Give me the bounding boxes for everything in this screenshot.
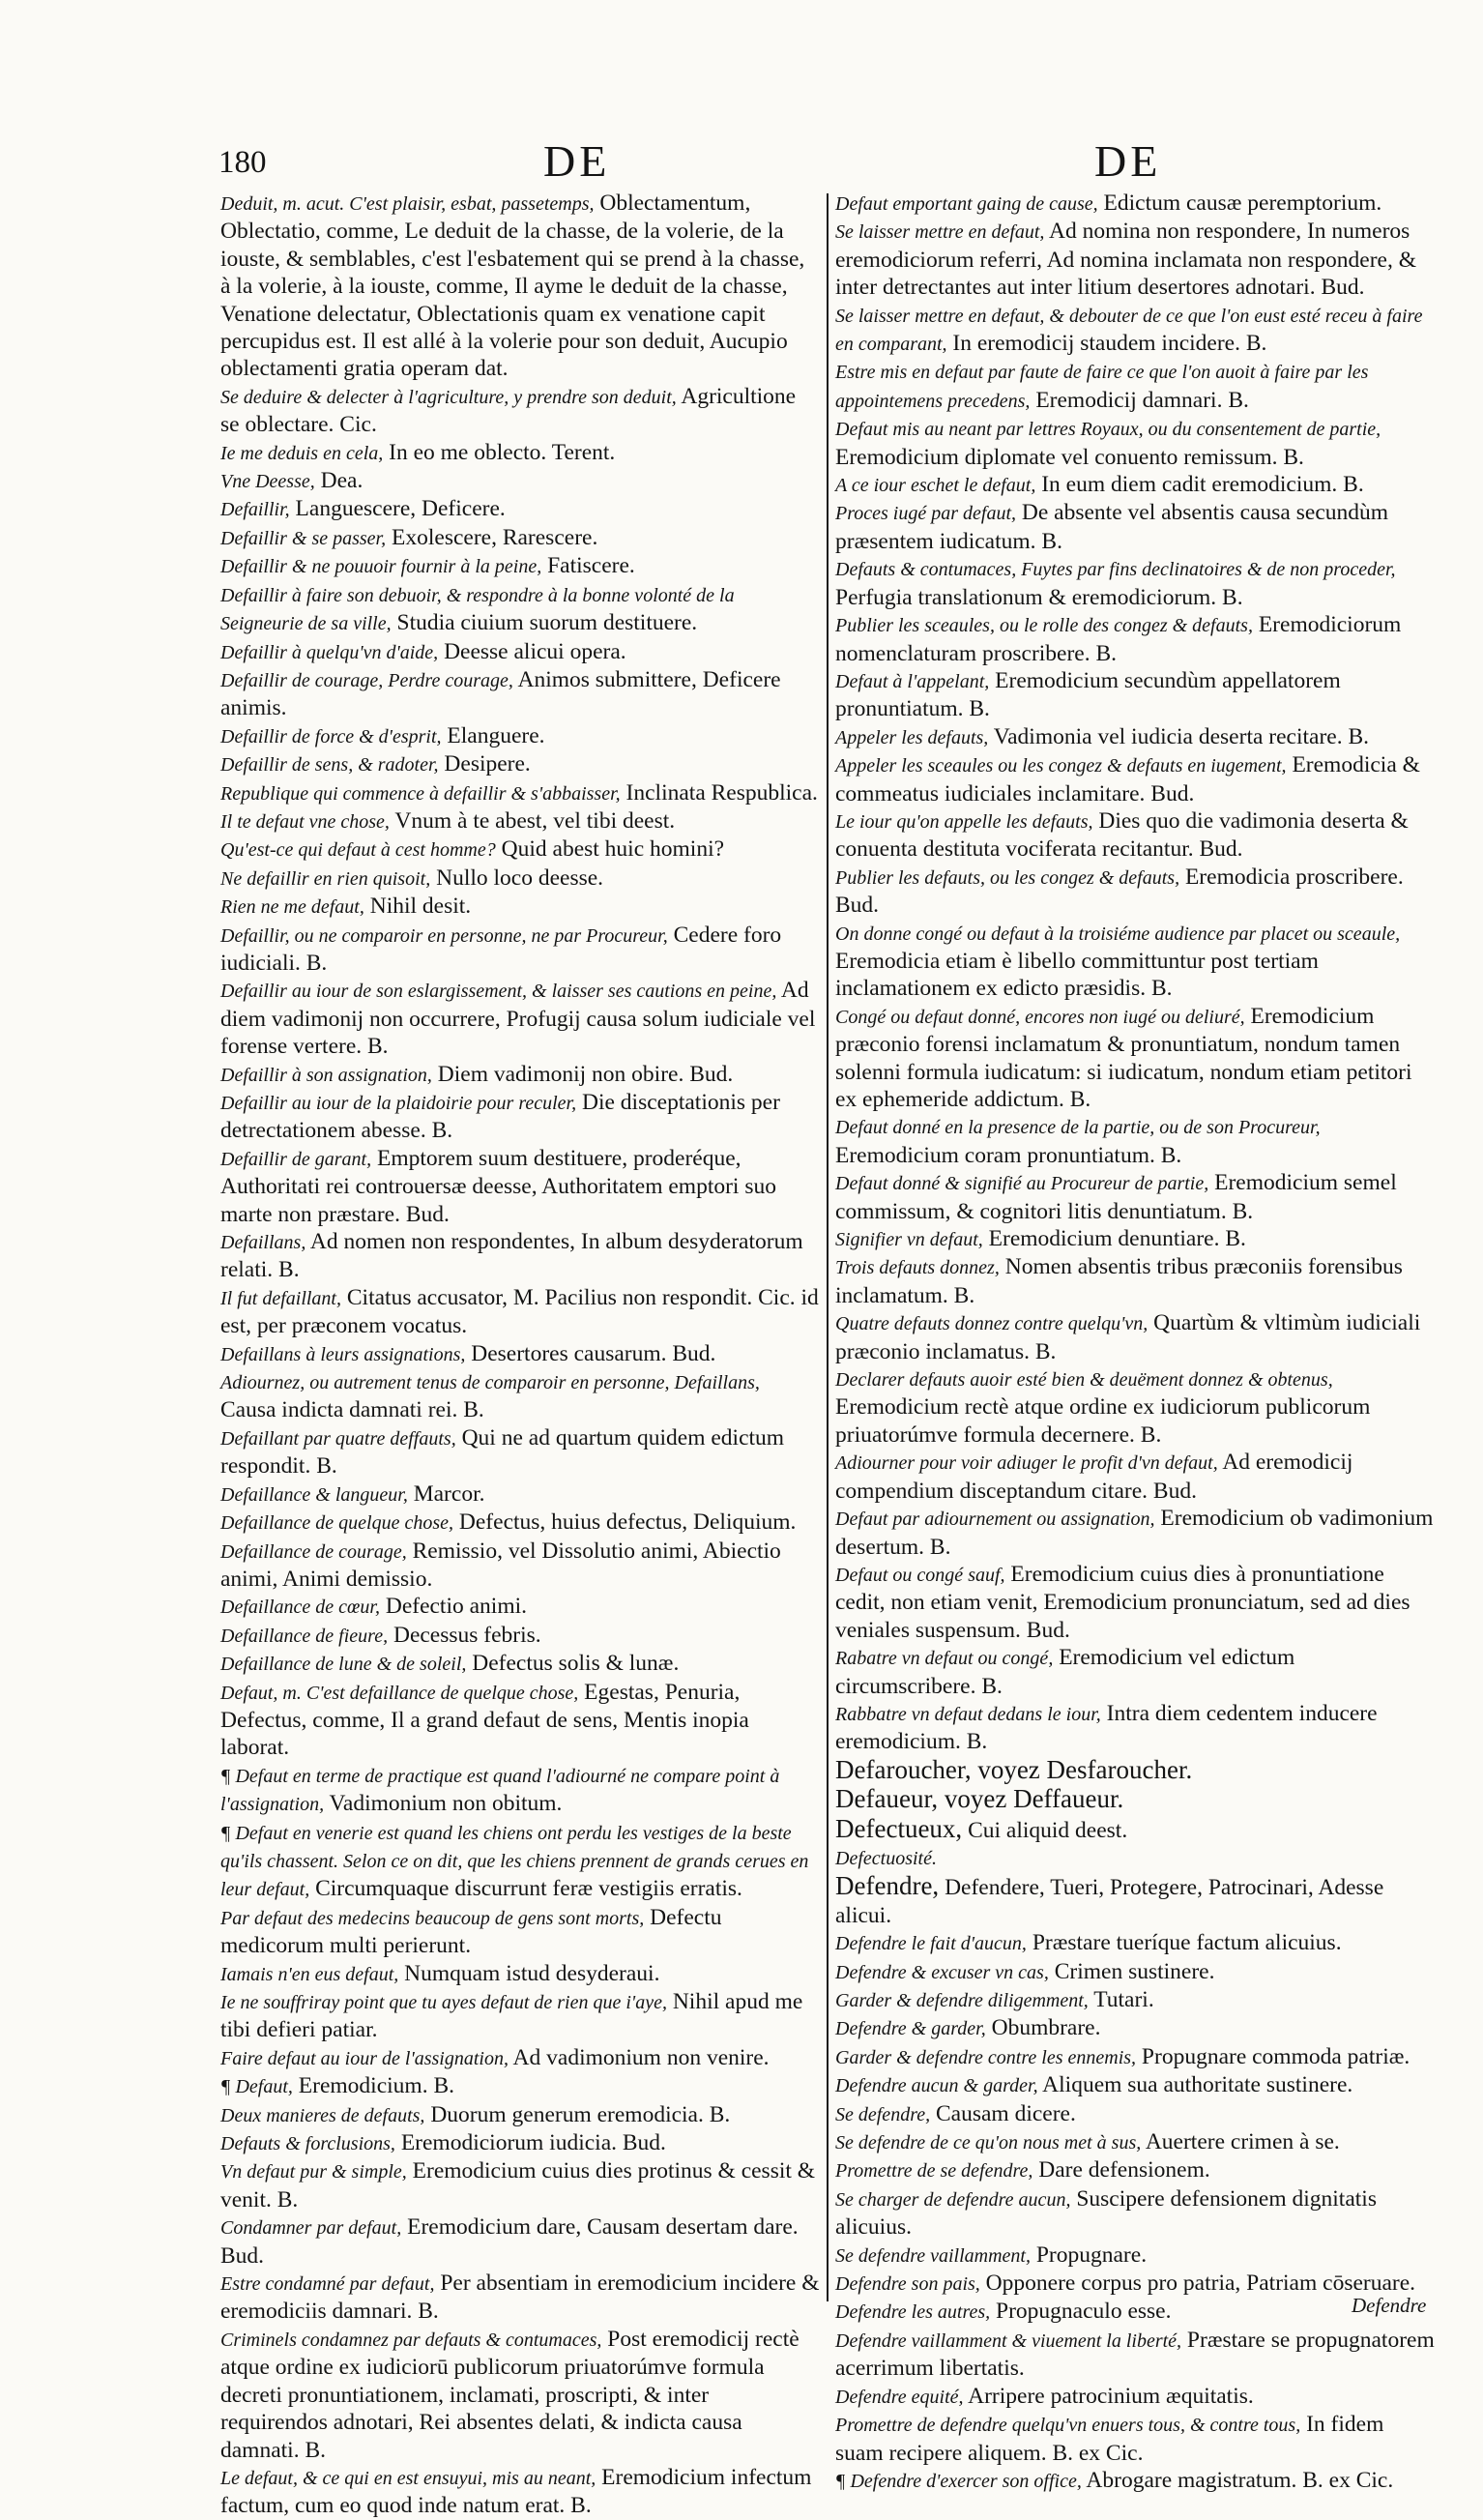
dictionary-entry (835, 807, 1437, 864)
entry-headword: Se laisser mettre en defaut, & debouter de ce que l'on eust esté receu à faire en comparant, (835, 305, 1423, 356)
entry-translation: Opponere corpus pro patria, Patriam cōseruare. (979, 2271, 1416, 2297)
dictionary-entry (220, 666, 820, 722)
dictionary-entry (835, 2242, 1437, 2270)
dictionary-entry (835, 302, 1437, 359)
entry-headword: Promettre de defendre quelqu'vn enuers tous, & contre tous, (835, 2415, 1301, 2437)
entry-headword: Defaillir au iour de la plaidoirie pour reculer, (220, 1093, 577, 1114)
dictionary-entry (220, 467, 820, 495)
entry-headword: Defaut par adiournement ou assignation, (835, 1509, 1155, 1531)
entry-headword: Faire defaut au iour de l'assignation, (220, 2047, 509, 2069)
entry-headword: Estre condamné par defaut, (220, 2273, 435, 2296)
dictionary-entry (220, 1480, 820, 1509)
entry-headword: Ie ne souffriray point que tu ayes defaut de rien que i'aye, (220, 1992, 667, 2013)
entry-translation: Tutari. (1088, 1987, 1154, 2012)
dictionary-entry (835, 358, 1437, 415)
entry-headword: Defaut emportant gaing de cause, (835, 193, 1098, 215)
dictionary-entry (220, 1988, 820, 2044)
entry-headword: Defaillir de garant, (220, 1148, 372, 1170)
dictionary-entry (220, 1340, 820, 1368)
dictionary-entry (835, 218, 1437, 301)
entry-headword: ¶ Defaut, (220, 2076, 293, 2098)
entry-translation: Defectus, huius defectus, Deliquium. (453, 1509, 797, 1536)
dictionary-entry (835, 2128, 1437, 2156)
entry-headword: Defaillir de sens, & radoter, (220, 754, 439, 777)
entry-translation: Intra diem cedentem inducere eremodicium. B. (835, 1700, 1378, 1755)
entry-translation: Eremodicium secundùm appellatorem pronuntiatum. B. (835, 667, 1341, 722)
entry-translation: Emptorem suum destituere, proderéque, Authoritati rei controuersæ deesse, Authoritatem emptori suo marte non præstare. Bud. (220, 1145, 776, 1227)
entry-translation: Suscipere defensionem dignitatis alicuius. (835, 2185, 1377, 2241)
dictionary-entry (220, 2044, 820, 2072)
entry-translation: Præstare tueríque factum alicuius. (1026, 1930, 1342, 1956)
entry-headword: Estre mis en defaut par faute de faire ce que l'on auoit à faire par les appointemens precedens, (835, 362, 1369, 412)
dictionary-entry (835, 1449, 1437, 1505)
entry-translation: Citatus accusator, M. Pacilius non respondit. Cic. id est, per præconem vocatus. (220, 1284, 819, 1339)
dictionary-entry (835, 751, 1437, 807)
dictionary-entry (835, 1365, 1437, 1449)
entry-translation: Nullo loco deesse. (430, 864, 604, 891)
dictionary-entry (835, 1505, 1437, 1561)
entry-translation: Quid abest huic homini? (495, 836, 725, 863)
dictionary-entry (220, 581, 820, 638)
entry-translation: Propugnaculo esse. (990, 2299, 1172, 2325)
entry-translation: Eremodicia & commeatus iudiciales inclamitare. Bud. (835, 752, 1420, 806)
dictionary-entry (220, 893, 820, 921)
dictionary-entry (220, 1424, 820, 1480)
dictionary-entry (220, 922, 820, 978)
dictionary-entry (835, 415, 1437, 471)
entry-translation: Abrogare magistratum. B. ex Cic. (1081, 2467, 1394, 2493)
entry-translation: Eremodicium. B. (292, 2073, 454, 2099)
entry-translation: Eremodicium cuius dies protinus & cessit & venit. B. (220, 2158, 816, 2212)
entry-translation: Eremodicia proscribere. Bud. (835, 864, 1404, 919)
dictionary-entry (835, 2327, 1437, 2383)
entry-translation: Eremodiciorum nomenclaturam proscribere. B. (835, 612, 1402, 666)
entry-headword: Vn defaut pur & simple, (220, 2161, 407, 2183)
entry-translation: Eremodicium cuius dies à pronuntiatione cedit, non etiam venit, Eremodicium pronunciatum, sed ad dies veniales suspensum. Bud. (835, 1561, 1410, 1643)
entry-translation: Ad eremodicij compendium disceptandum citare. Bud. (835, 1450, 1353, 1504)
dictionary-entry (835, 1225, 1437, 1253)
dictionary-entry (220, 1145, 820, 1228)
entry-translation: Inclinata Respublica. (620, 779, 818, 806)
entry-translation: Eremodicium semel commissum, & cognitori litis denuntiatum. B. (835, 1170, 1397, 1224)
entry-translation: In fidem suam recipere aliquem. B. ex Cic. (835, 2412, 1384, 2466)
entry-headword: Defauts & contumaces, Fuytes par fins declinatoires & de non proceder, (835, 559, 1396, 581)
entry-translation: Vadimonia vel iudicia deserta recitare. B. (988, 723, 1370, 749)
entry-headword: Defaillans à leurs assignations, (220, 1343, 466, 1365)
entry-headword: Deux manieres de defauts, (220, 2104, 425, 2126)
entry-headword: Defaillir au iour de son eslargissement, & laisser ses cautions en peine, (220, 981, 777, 1003)
entry-translation: Languescere, Deficere. (289, 496, 506, 522)
entry-headword: Defaillir & ne pouuoir fournir à la peine, (220, 556, 542, 578)
entry-headword: Defendre & excuser vn cas, (835, 1961, 1049, 1983)
dictionary-entry (835, 1309, 1437, 1365)
dictionary-entry (835, 723, 1437, 751)
dictionary-entry (835, 190, 1437, 218)
entry-headword: Ne defaillir en rien quisoit, (220, 867, 431, 890)
entry-translation: Ad nomen non respondentes, In album desyderatorum relati. B. (220, 1229, 803, 1283)
entry-translation: Desipere. (438, 751, 531, 777)
entry-translation: Oblectamentum, Oblectatio, comme, Le deduit de la chasse, de la volerie, de la iouste, & semblables, c'est l'esbatement qui se prend à la chasse, à la volerie, à la iouste, comme, Il ayme le deduit de la chasse, Venatione delectatur, Oblectationis quam ex venatione capit percupidus est. Il est allé à la volerie pour son deduit, Aucupio oblectamenti gratia operam dat. (220, 190, 805, 382)
entry-headword: Defaillance & langueur, (220, 1483, 408, 1506)
dictionary-entry (220, 1509, 820, 1537)
entry-headword: Garder & defendre contre les ennemis, (835, 2046, 1137, 2068)
dictionary-entry (220, 638, 820, 666)
entry-headword: Appeler les defauts, (835, 726, 989, 748)
dictionary-entry (220, 2129, 820, 2157)
entry-headword: Defendre vaillamment & viuement la liberté, (835, 2330, 1182, 2352)
entry-headword: Defendre son pais, (835, 2273, 980, 2296)
dictionary-entry (835, 1756, 1437, 1785)
dictionary-entry (835, 2298, 1437, 2326)
entry-headword: Defaillir à faire son debuoir, & respondre à la bonne volonté de la Seigneurie de sa ville, (220, 584, 735, 635)
dictionary-entry (220, 1650, 820, 1678)
entry-headword: Defaroucher, voyez Desfaroucher. (835, 1754, 1193, 1784)
entry-headword: Defaillir de force & d'esprit, (220, 725, 442, 747)
entry-headword: Vne Deesse, (220, 471, 315, 493)
entry-translation: Perfugia translationum & eremodiciorum. B. (835, 584, 1243, 610)
dictionary-entry (835, 499, 1437, 555)
entry-translation: Edictum causæ peremptorium. (1097, 190, 1382, 216)
dictionary-entry (835, 1700, 1437, 1756)
dictionary-entry (835, 1003, 1437, 1114)
entry-headword: Defendre, (835, 1871, 940, 1901)
dictionary-entry (835, 1815, 1437, 1844)
dictionary-entry (220, 2464, 820, 2520)
dictionary-entry (220, 835, 820, 864)
entry-translation: Decessus febris. (388, 1622, 541, 1648)
entry-translation: Deesse alicui opera. (438, 638, 626, 664)
entry-translation: Circumquaque discurrunt feræ vestigiis erratis. (309, 1876, 742, 1902)
entry-translation: Post eremodicij rectè atque ordine ex iudiciorū publicorum priuatorúmve formula decreti pronuntiationem, inclamati, proscripti, & inter requirendos adnotari, Rei absentes delati, & indicta causa damnati. B. (220, 2326, 800, 2463)
entry-headword: Defendre le fait d'aucun, (835, 1933, 1027, 1955)
entry-translation: Per absentiam in eremodicium incidere & eremodiciis damnari. B. (220, 2271, 820, 2325)
entry-headword: Trois defauts donnez, (835, 1257, 1000, 1279)
entry-translation: In eo me oblecto. Terent. (383, 439, 616, 465)
entry-headword: ¶ Defaut en terme de practique est quand l'adiourné ne compare point à l'assignation, (220, 1765, 780, 1816)
entry-headword: Defectuosité. (835, 1847, 937, 1869)
entry-headword: Defendre & garder, (835, 2018, 986, 2040)
entry-headword: Defaillir & se passer, (220, 527, 387, 549)
entry-translation: Causa indicta damnati rei. B. (220, 1397, 484, 1423)
entry-translation: Vadimonium non obitum. (324, 1791, 563, 1817)
entry-headword: Promettre de se defendre, (835, 2160, 1033, 2183)
entry-headword: Par defaut des medecins beaucoup de gens sont morts, (220, 1907, 645, 1929)
entry-translation: Animos submittere, Deficere animis. (220, 666, 781, 721)
entry-headword: Adiournez, ou autrement tenus de comparoir en personne, Defaillans, (220, 1372, 760, 1394)
dictionary-entry (220, 2157, 820, 2213)
entry-headword: Se deduire & delecter à l'agriculture, y prendre son deduit, (220, 386, 677, 408)
entry-headword: ¶ Defaut en venerie est quand les chiens ont perdu les vestiges de la beste qu'ils chassent. Selon ce on dit, que les chiens prennent de grands cerues en leur defaut, (220, 1822, 809, 1901)
entry-headword: Publier les sceaules, ou le rolle des congez & defauts, (835, 615, 1253, 637)
entry-translation: Qui ne ad quartum quidem edictum respondit. B. (220, 1424, 785, 1480)
dictionary-entry (220, 524, 820, 552)
entry-translation: Propugnare. (1030, 2242, 1148, 2268)
entry-headword: Defectueux, (835, 1813, 963, 1843)
dictionary-entry (835, 2014, 1437, 2042)
entry-translation: Marcor. (407, 1480, 485, 1507)
dictionary-entry (220, 1228, 820, 1284)
entry-headword: Ie me deduis en cela, (220, 442, 384, 464)
entry-translation: Eremodiciorum iudicia. Bud. (394, 2130, 666, 2156)
entry-translation: Ad nomina non respondere, In numeros eremodiciorum referri, Ad nomina inclamata non respondere, & inter detrectantes aut inter litium desertores adnotari. Bud. (835, 219, 1416, 301)
entry-headword: Rien ne me defaut, (220, 896, 364, 919)
dictionary-entry (220, 1622, 820, 1650)
entry-translation: Dare defensionem. (1032, 2157, 1210, 2183)
dictionary-entry (220, 807, 820, 835)
dictionary-entry (835, 2071, 1437, 2099)
entry-translation: Diem vadimonij non obire. Bud. (431, 1061, 734, 1087)
entry-translation: Ad diem vadimonij non occurrere, Profugij causa solum iudiciale vel forense vertere. B. (220, 978, 816, 1060)
dictionary-entry (220, 977, 820, 1060)
dictionary-entry (220, 2072, 820, 2100)
entry-headword: Publier les defauts, ou les congez & defauts, (835, 866, 1180, 889)
dictionary-entry (220, 1089, 820, 1145)
entry-translation: Elanguere. (441, 722, 545, 748)
entry-translation: Ad vadimonium non venire. (508, 2044, 770, 2070)
entry-headword: Proces iugé par defaut, (835, 503, 1017, 525)
dictionary-entry (835, 864, 1437, 920)
entry-translation: Causam dicere. (930, 2100, 1076, 2126)
dictionary-entry (220, 1904, 820, 1960)
dictionary-entry (835, 1986, 1437, 2014)
entry-translation: Defectus solis & lunæ. (466, 1651, 680, 1677)
entry-headword: Defaillir, (220, 499, 290, 521)
entry-headword: Defaillance de cœur, (220, 1597, 380, 1619)
entry-headword: Defauts & forclusions, (220, 2133, 395, 2155)
dictionary-entry (220, 1061, 820, 1089)
entry-translation: Desertores causarum. Bud. (465, 1340, 716, 1366)
entry-headword: Le defaut, & ce qui en est ensuyui, mis au neant, (220, 2467, 596, 2489)
dictionary-entry (220, 2213, 820, 2270)
entry-translation: Eremodicium coram pronuntiatum. B. (835, 1142, 1182, 1168)
entry-translation: Auertere crimen à se. (1141, 2129, 1340, 2155)
entry-translation: Eremodicium denuntiare. B. (982, 1226, 1246, 1252)
entry-translation: Dies quo die vadimonia deserta & conuenta destituta vociferata recitantur. Bud. (835, 807, 1409, 863)
entry-headword: Defaut donné & signifié au Procureur de partie, (835, 1173, 1209, 1195)
entry-translation: Defectu medicorum multi perierunt. (220, 1904, 722, 1959)
entry-headword: Condamner par defaut, (220, 2217, 402, 2240)
entry-headword: Defaillance de quelque chose, (220, 1512, 454, 1535)
entry-translation: Cui aliquid deest. (962, 1817, 1128, 1843)
entry-translation: Defendere, Tueri, Protegere, Patrocinari, Adesse alicui. (835, 1875, 1384, 1928)
entry-translation: Die disceptationis per detrectationem abesse. B. (220, 1090, 780, 1144)
entry-translation: Egestas, Penuria, Defectus, comme, Il a grand defaut de sens, Mentis inopia laborat. (220, 1679, 749, 1761)
entry-headword: Declarer defauts auoir esté bien & deuëment donnez & obtenus, (835, 1369, 1333, 1392)
dictionary-entry (220, 779, 820, 807)
entry-translation: Fatiscere. (541, 553, 635, 579)
dictionary-entry (835, 1958, 1437, 1986)
dictionary-entry (220, 1284, 820, 1340)
dictionary-entry (220, 750, 820, 778)
entry-translation: In eum diem cadit eremodicium. B. (1035, 472, 1364, 498)
entry-headword: Defaillir à son assignation, (220, 1064, 432, 1086)
entry-headword: Defaut, m. C'est defaillance de quelque chose, (220, 1682, 579, 1704)
dictionary-entry (220, 495, 820, 523)
entry-headword: Se defendre, (835, 2103, 931, 2125)
entry-headword: Se laisser mettre en defaut, (835, 221, 1045, 244)
entry-translation: Nihil desit. (363, 894, 472, 920)
dictionary-entry (835, 2383, 1437, 2411)
entry-translation: Propugnare commoda patriæ. (1136, 2043, 1410, 2069)
dictionary-entry (220, 1819, 820, 1904)
entry-headword: Defaillance de lune & de soleil, (220, 1654, 467, 1676)
dictionary-entry (835, 555, 1437, 611)
entry-headword: Republique qui commence à defaillir & s'abbaisser, (220, 782, 621, 805)
entry-translation: Eremodicium vel edictum circumscribere. B. (835, 1645, 1295, 1699)
entry-headword: Se defendre de ce qu'on nous met à sus, (835, 2132, 1142, 2154)
entry-headword: Criminels condamnez par defauts & contumaces, (220, 2329, 602, 2351)
entry-translation: Remissio, vel Dissolutio animi, Abiectio animi, Animi demissio. (220, 1538, 781, 1592)
dictionary-entry (835, 1929, 1437, 1957)
entry-headword: ¶ Defendre d'exercer son office, (835, 2470, 1082, 2492)
running-head-right: DE (1094, 136, 1162, 186)
dictionary-entry (220, 864, 820, 893)
dictionary-entry (835, 1561, 1437, 1644)
entry-headword: Defendre les autres, (835, 2301, 991, 2324)
entry-headword: Defaut mis au neant par lettres Royaux, ou du consentement de partie, (835, 419, 1381, 441)
dictionary-entry (220, 1593, 820, 1621)
entry-translation: Defectio animi. (379, 1594, 528, 1620)
entry-headword: Rabbatre vn defaut dedans le iour, (835, 1703, 1101, 1725)
entry-headword: Se charger de defendre aucun, (835, 2188, 1071, 2211)
entry-headword: Defaueur, voyez Deffaueur. (835, 1784, 1124, 1814)
dictionary-entry (220, 2326, 820, 2464)
entry-headword: Signifier vn defaut, (835, 1229, 983, 1251)
dictionary-entry (835, 1113, 1437, 1169)
entry-headword: Defaut ou congé sauf, (835, 1564, 1005, 1586)
left-column (220, 190, 820, 2519)
dictionary-entry (220, 1960, 820, 1988)
dictionary-entry (835, 1169, 1437, 1225)
entry-translation: Eremodicium infectum factum, cum eo quod inde natum erat. B. (220, 2464, 812, 2519)
entry-headword: Defaillance de fieure, (220, 1625, 389, 1647)
entry-headword: Rabatre vn defaut ou congé, (835, 1648, 1054, 1670)
entry-headword: Il fut defaillant, (220, 1287, 341, 1309)
column-divider (827, 193, 829, 2301)
dictionary-entry (835, 471, 1437, 499)
entry-translation: Agricultione se oblectare. Cic. (220, 383, 797, 438)
entry-translation: Arripere patrocinium æquitatis. (963, 2383, 1254, 2409)
dictionary-entry (835, 2411, 1437, 2467)
entry-headword: Deduit, m. acut. C'est plaisir, esbat, passetemps, (220, 193, 595, 215)
dictionary-entry (220, 1368, 820, 1424)
dictionary-entry (220, 552, 820, 580)
dictionary-entry (835, 1872, 1437, 1929)
entry-headword: Defaillans, (220, 1232, 306, 1254)
entry-translation: Crimen sustinere. (1048, 1958, 1215, 1984)
dictionary-entry (835, 1644, 1437, 1700)
entry-headword: Appeler les sceaules ou les congez & defauts en iugement, (835, 755, 1287, 777)
dictionary-entry (835, 920, 1437, 1003)
entry-translation: Eremodicia etiam è libello committuntur post tertiam inclamationem ex edicto præsidis. B. (835, 948, 1319, 1002)
entry-translation: Eremodicium ob vadimonium desertum. B. (835, 1506, 1434, 1560)
dictionary-entry (835, 611, 1437, 667)
dictionary-entry (220, 439, 820, 467)
dictionary-entry (220, 383, 820, 439)
entry-translation: Præstare se propugnatorem acerrimum libertatis. (835, 2327, 1435, 2382)
entry-headword: Defendre equité, (835, 2386, 964, 2408)
entry-headword: A ce iour eschet le defaut, (835, 475, 1036, 497)
entry-translation: Dea. (314, 468, 363, 494)
dictionary-entry (835, 1785, 1437, 1814)
entry-headword: Se defendre vaillamment, (835, 2244, 1031, 2267)
entry-headword: Adiourner pour voir adiuger le profit d'vn defaut, (835, 1452, 1218, 1475)
entry-headword: Defaillir, ou ne comparoir en personne, ne par Procureur, (220, 924, 668, 947)
entry-translation: Eremodicium præconio forensi inclamatum & pronuntiatum, nondum tamen solenni formula iudicatum: si iudicatum, nondum etiam petitori ex ephemeride addictum. B. (835, 1003, 1412, 1112)
entry-translation: Eremodicium dare, Causam desertam dare. Bud. (220, 2214, 799, 2269)
entry-headword: Defendre aucun & garder, (835, 2075, 1038, 2097)
right-column (835, 190, 1437, 2493)
dictionary-entry (220, 2270, 820, 2326)
entry-translation: Studia ciuium suorum destituere. (391, 610, 698, 636)
entry-headword: Defaillant par quatre deffauts, (220, 1427, 456, 1450)
entry-translation: Nihil apud me tibi defieri patiar. (220, 1989, 803, 2043)
dictionary-entry (835, 1253, 1437, 1309)
entry-translation: Aliquem sua authoritate sustinere. (1037, 2072, 1353, 2098)
entry-headword: Defaut à l'appelant, (835, 670, 990, 692)
dictionary-entry (835, 1844, 1437, 1872)
entry-headword: Defaillir de courage, Perdre courage, (220, 669, 513, 691)
dictionary-entry (835, 2270, 1437, 2298)
dictionary-entry (220, 1538, 820, 1594)
entry-translation: Exolescere, Rarescere. (386, 524, 598, 550)
entry-headword: Defaillir à quelqu'vn d'aide, (220, 641, 439, 663)
dictionary-entry (835, 2100, 1437, 2128)
dictionary-entry (835, 2467, 1437, 2495)
entry-translation: In eremodicij staudem incidere. B. (946, 331, 1267, 357)
entry-translation: Cedere foro iudiciali. B. (220, 922, 782, 976)
entry-headword: Garder & defendre diligemment, (835, 1990, 1089, 2011)
entry-headword: Congé ou defaut donné, encores non iugé ou deliuré, (835, 1006, 1245, 1028)
dictionary-entry (835, 2156, 1437, 2184)
entry-translation: Eremodicij damnari. B. (1030, 387, 1249, 413)
catchword: Defendre (1352, 2294, 1427, 2317)
dictionary-entry (220, 722, 820, 750)
entry-headword: Defaillance de courage, (220, 1540, 407, 1563)
dictionary-entry (220, 1762, 820, 1819)
entry-translation: Vnum à te abest, vel tibi deest. (389, 807, 676, 834)
entry-headword: Qu'est-ce qui defaut à cest homme? (220, 839, 496, 862)
entry-headword: Quatre defauts donnez contre quelqu'vn, (835, 1313, 1149, 1335)
entry-translation: Obumbrare. (985, 2015, 1101, 2041)
entry-headword: On donne congé ou defaut à la troisiéme audience par placet ou sceaule, (835, 923, 1401, 945)
dictionary-entry (835, 2185, 1437, 2242)
entry-translation: Eremodicium diplomate vel conuento remissum. B. (835, 444, 1304, 470)
entry-translation: Nomen absentis tribus præconiis forensibus inclamatum. B. (835, 1254, 1403, 1308)
running-head-left: DE (543, 136, 611, 186)
page-number: 180 (218, 145, 267, 180)
dictionary-entry (220, 190, 820, 383)
entry-translation: Duorum generum eremodicia. B. (424, 2101, 731, 2127)
dictionary-entry (220, 2101, 820, 2129)
entry-translation: Eremodicium rectè atque ordine ex iudiciorum publicorum priuatorúmve formula decernere. B. (835, 1394, 1371, 1448)
dictionary-entry (835, 667, 1437, 723)
entry-translation: De absente vel absentis causa secundùm præsentem iudicatum. B. (835, 500, 1389, 554)
entry-headword: Il te defaut vne chose, (220, 810, 390, 833)
dictionary-entry (220, 1679, 820, 1762)
dictionary-entry (835, 2043, 1437, 2071)
entry-headword: Defaut donné en la presence de la partie, ou de son Procureur, (835, 1117, 1321, 1139)
entry-headword: Le iour qu'on appelle les defauts, (835, 810, 1093, 833)
entry-headword: Iamais n'en eus defaut, (220, 1963, 399, 1985)
entry-translation: Numquam istud desyderaui. (398, 1960, 660, 1986)
entry-translation: Quartùm & vltimùm iudiciali præconio inclamatus. B. (835, 1310, 1421, 1364)
